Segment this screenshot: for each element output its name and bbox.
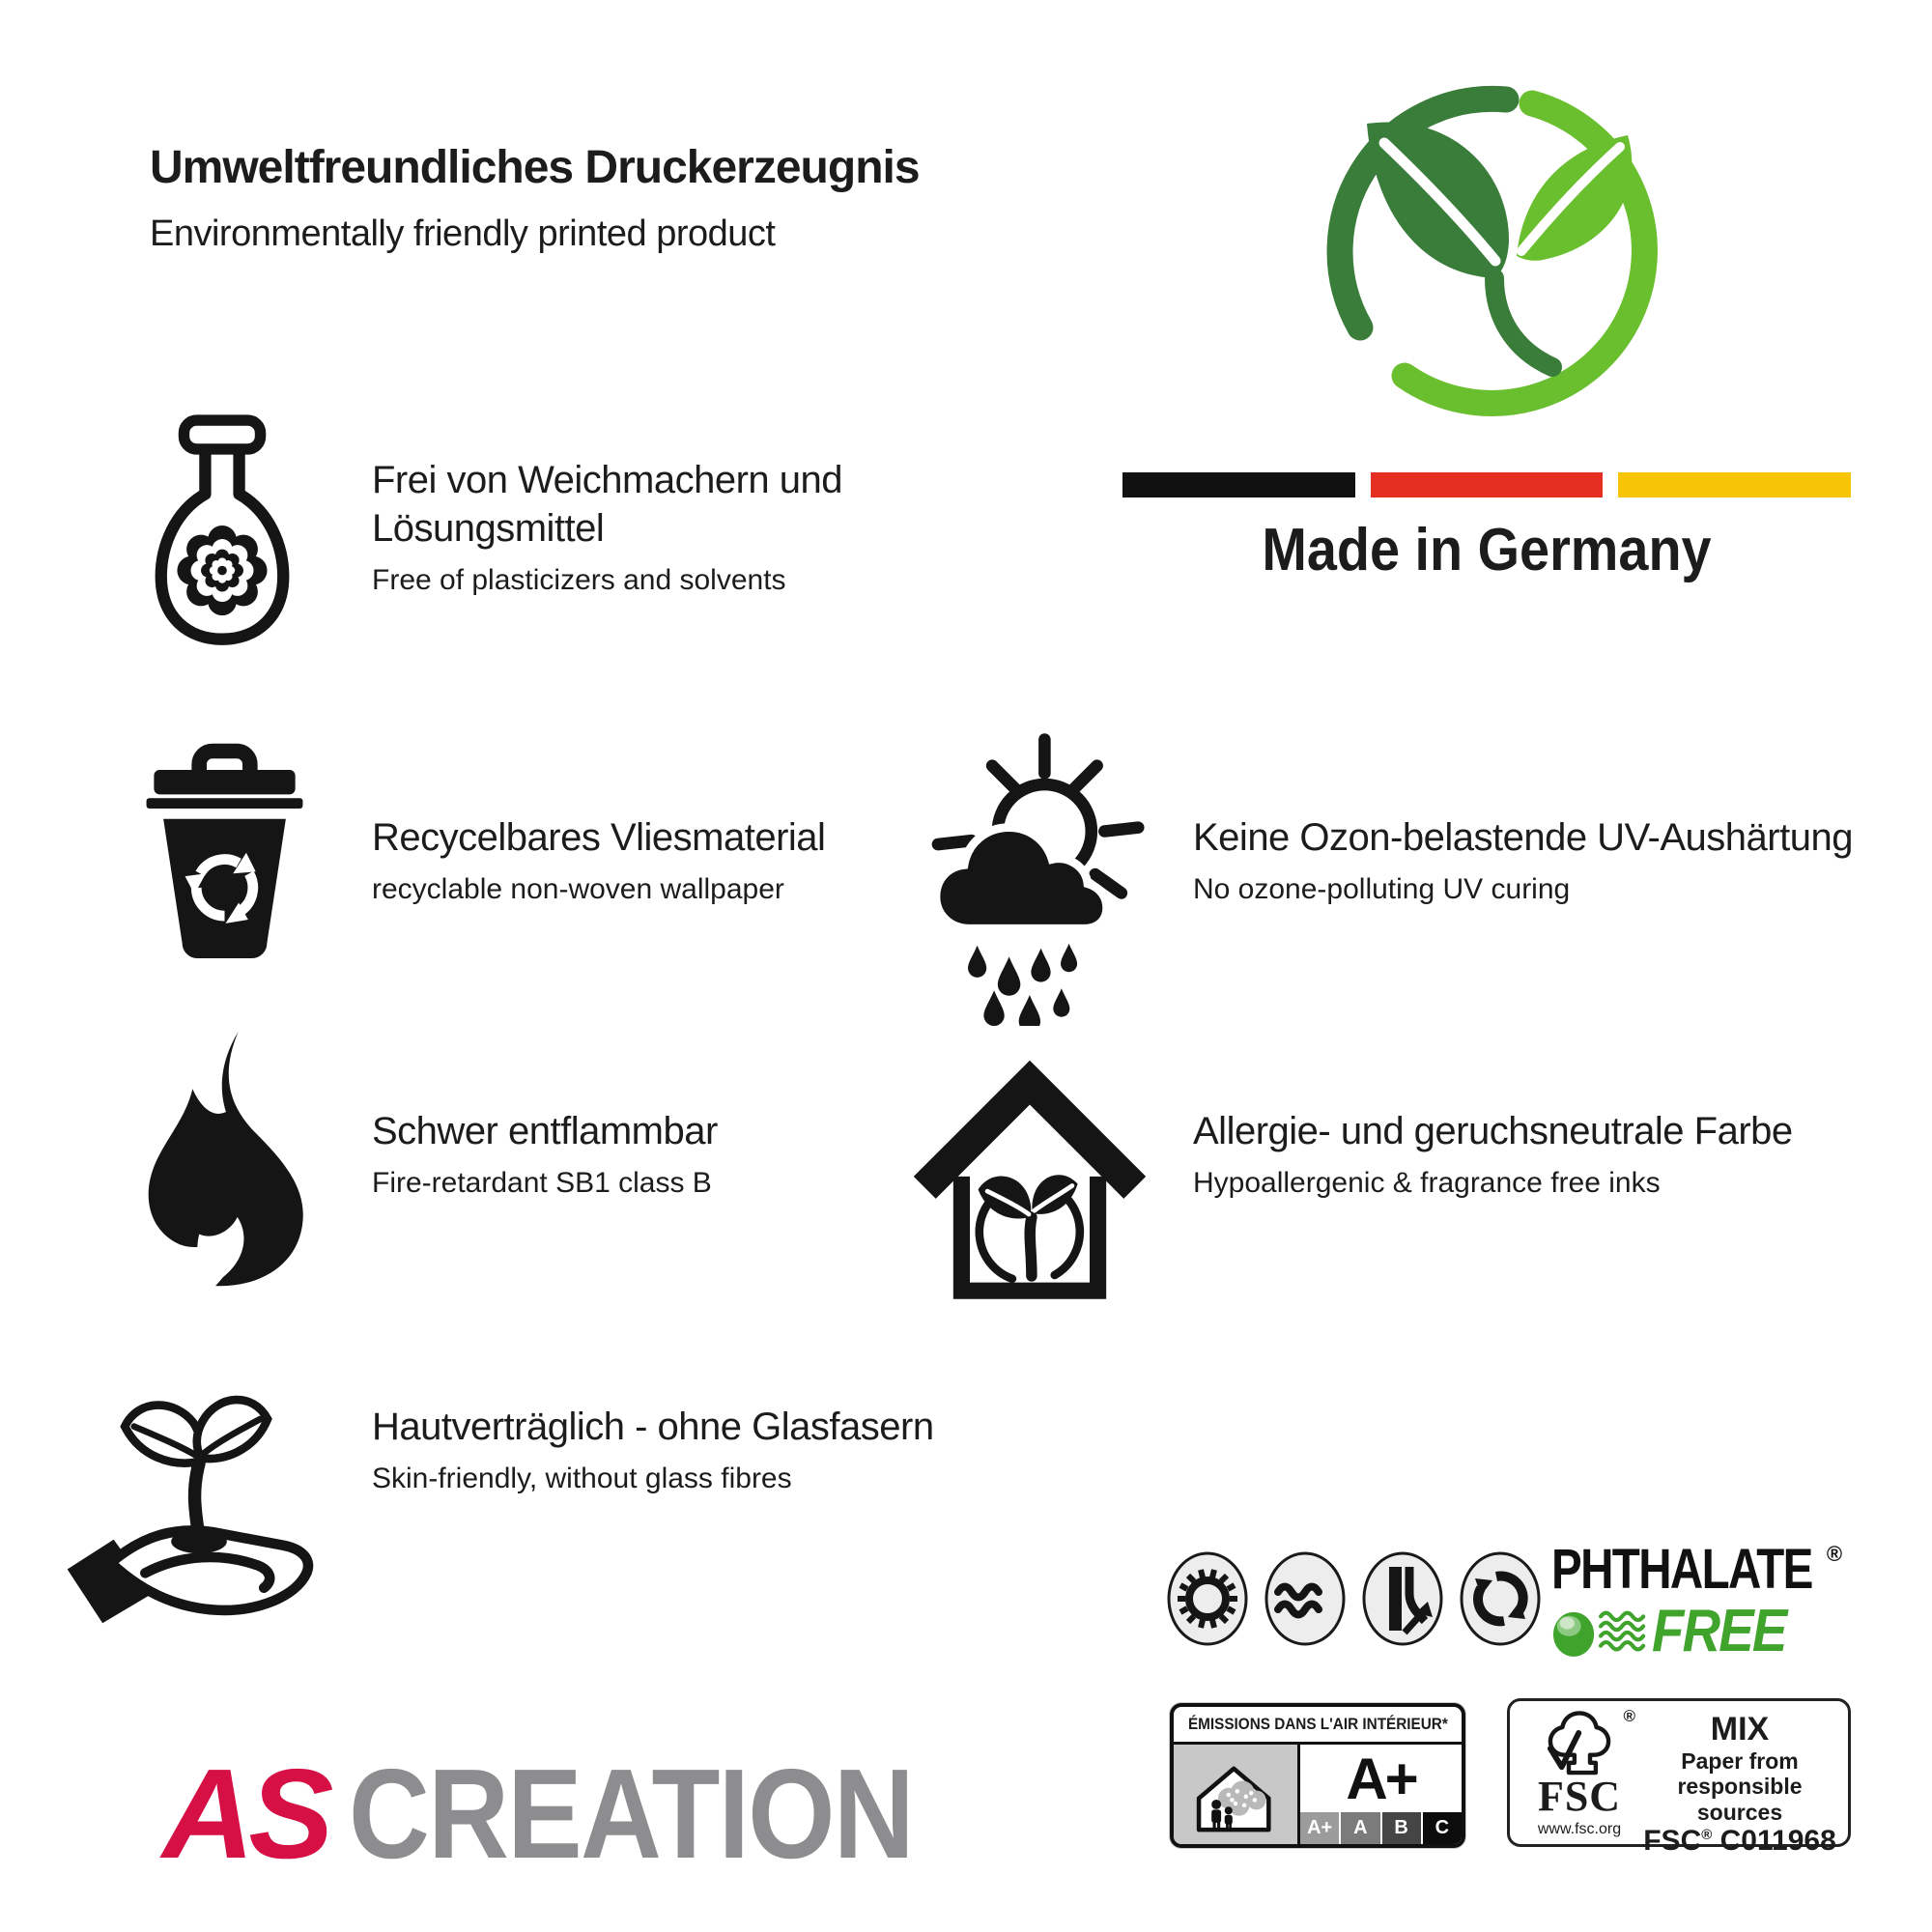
as-creation-logo — [162, 1743, 990, 1885]
page-title: Umweltfreundliches Druckerzeugnis — [150, 142, 920, 193]
emissions-grade-cell — [1300, 1745, 1462, 1844]
brand-as-text: AS — [162, 1743, 328, 1885]
fsc-text-block — [1637, 1709, 1838, 1858]
feature-title: Recycelbares Vliesmaterial — [372, 816, 826, 859]
emissions-house-icon — [1181, 1752, 1290, 1837]
phthalate-free-word: FREE — [1652, 1598, 1786, 1664]
feature-no-uv-curing — [1193, 813, 1927, 906]
fsc-code-number: C011968 — [1719, 1825, 1836, 1858]
feature-plasticizer-free — [372, 456, 1009, 597]
fsc-logo-block — [1521, 1709, 1637, 1838]
phthalate-word-row — [1551, 1538, 1843, 1601]
fsc-tagline — [1641, 1748, 1838, 1825]
waves-icon — [1598, 1609, 1648, 1654]
eco-leaf-logo-icon — [1309, 68, 1676, 435]
feature-subtitle: Skin-friendly, without glass fibres — [372, 1463, 792, 1494]
emissions-grade: A+ — [1346, 1746, 1416, 1811]
feature-skin-friendly — [372, 1403, 1009, 1495]
feature-title: Schwer entflammbar — [372, 1110, 718, 1152]
phthalate-word: PHTHALATE — [1551, 1538, 1812, 1601]
emissions-scale — [1300, 1812, 1462, 1844]
recycle-bin-icon — [126, 732, 324, 958]
made-in-germany-label: Made in Germany — [1262, 517, 1712, 583]
scale-cell-a: A — [1339, 1812, 1379, 1844]
fsc-mix-label: MIX — [1710, 1711, 1770, 1747]
emissions-header-text: ÉMISSIONS DANS L'AIR INTÉRIEUR* — [1187, 1715, 1448, 1733]
feature-subtitle: recyclable non-woven wallpaper — [372, 873, 784, 905]
registered-mark: ® — [1826, 1542, 1843, 1566]
feature-title: Allergie- und geruchsneutrale Farbe — [1193, 1110, 1793, 1152]
strippable-icon — [1362, 1551, 1443, 1646]
sun-cloud-rain-icon — [904, 726, 1148, 1026]
flag-gold-segment — [1618, 472, 1851, 497]
page-subtitle: Environmentally friendly printed product — [150, 213, 776, 254]
fsc-code — [1643, 1825, 1836, 1858]
feature-subtitle: Hypoallergenic & fragrance free inks — [1193, 1167, 1661, 1199]
flask-flower-icon — [137, 413, 307, 651]
green-ball-icon — [1551, 1605, 1598, 1658]
feature-title: Hautverträglich - ohne Glasfasern — [372, 1406, 934, 1448]
flame-icon — [118, 1026, 319, 1293]
phthalate-free-row — [1551, 1598, 1842, 1664]
fsc-acronym: FSC — [1537, 1773, 1622, 1820]
emissions-house-cell — [1174, 1745, 1300, 1844]
house-leaf-icon — [910, 1051, 1150, 1319]
feature-subtitle: Fire-retardant SB1 class B — [372, 1167, 712, 1199]
scale-cell-b: B — [1380, 1812, 1421, 1844]
green-dot-recycle-icon — [1460, 1551, 1541, 1646]
flag-red-segment — [1371, 472, 1604, 497]
emissions-label — [1170, 1703, 1465, 1848]
washability-waves-icon — [1264, 1551, 1346, 1646]
header — [150, 143, 920, 255]
lightfastness-sun-icon — [1167, 1551, 1248, 1646]
registered-mark: ® — [1623, 1707, 1635, 1725]
fsc-url: www.fsc.org — [1537, 1821, 1622, 1837]
brand-creation-text: CREATION — [349, 1743, 914, 1885]
emissions-body — [1174, 1745, 1462, 1844]
phthalate-free-logo — [1551, 1538, 1843, 1664]
fsc-label — [1507, 1698, 1851, 1858]
wallpaper-symbols — [1167, 1551, 1541, 1646]
feature-subtitle: No ozone-polluting UV curing — [1193, 873, 1571, 905]
german-flag-bar — [1122, 472, 1851, 497]
scale-cell-a-plus: A+ — [1300, 1812, 1339, 1844]
flag-black-segment — [1122, 472, 1355, 497]
feature-title: Keine Ozon-belastende UV-Aushärtung — [1193, 816, 1853, 859]
fsc-tree-icon — [1541, 1709, 1618, 1776]
fsc-code-prefix: FSC — [1643, 1825, 1702, 1858]
feature-title: Frei von Weichmachern und Lösungsmittel — [372, 459, 842, 550]
feature-hypoallergenic — [1193, 1107, 1927, 1200]
registered-mark: ® — [1701, 1827, 1713, 1844]
scale-cell-c: C — [1421, 1812, 1462, 1844]
fsc-tagline-line1: Paper from — [1681, 1748, 1799, 1774]
feature-subtitle: Free of plasticizers and solvents — [372, 564, 786, 596]
emissions-header — [1174, 1707, 1462, 1745]
hand-plant-icon — [60, 1345, 338, 1633]
fsc-tagline-line2: responsible sources — [1677, 1774, 1803, 1825]
